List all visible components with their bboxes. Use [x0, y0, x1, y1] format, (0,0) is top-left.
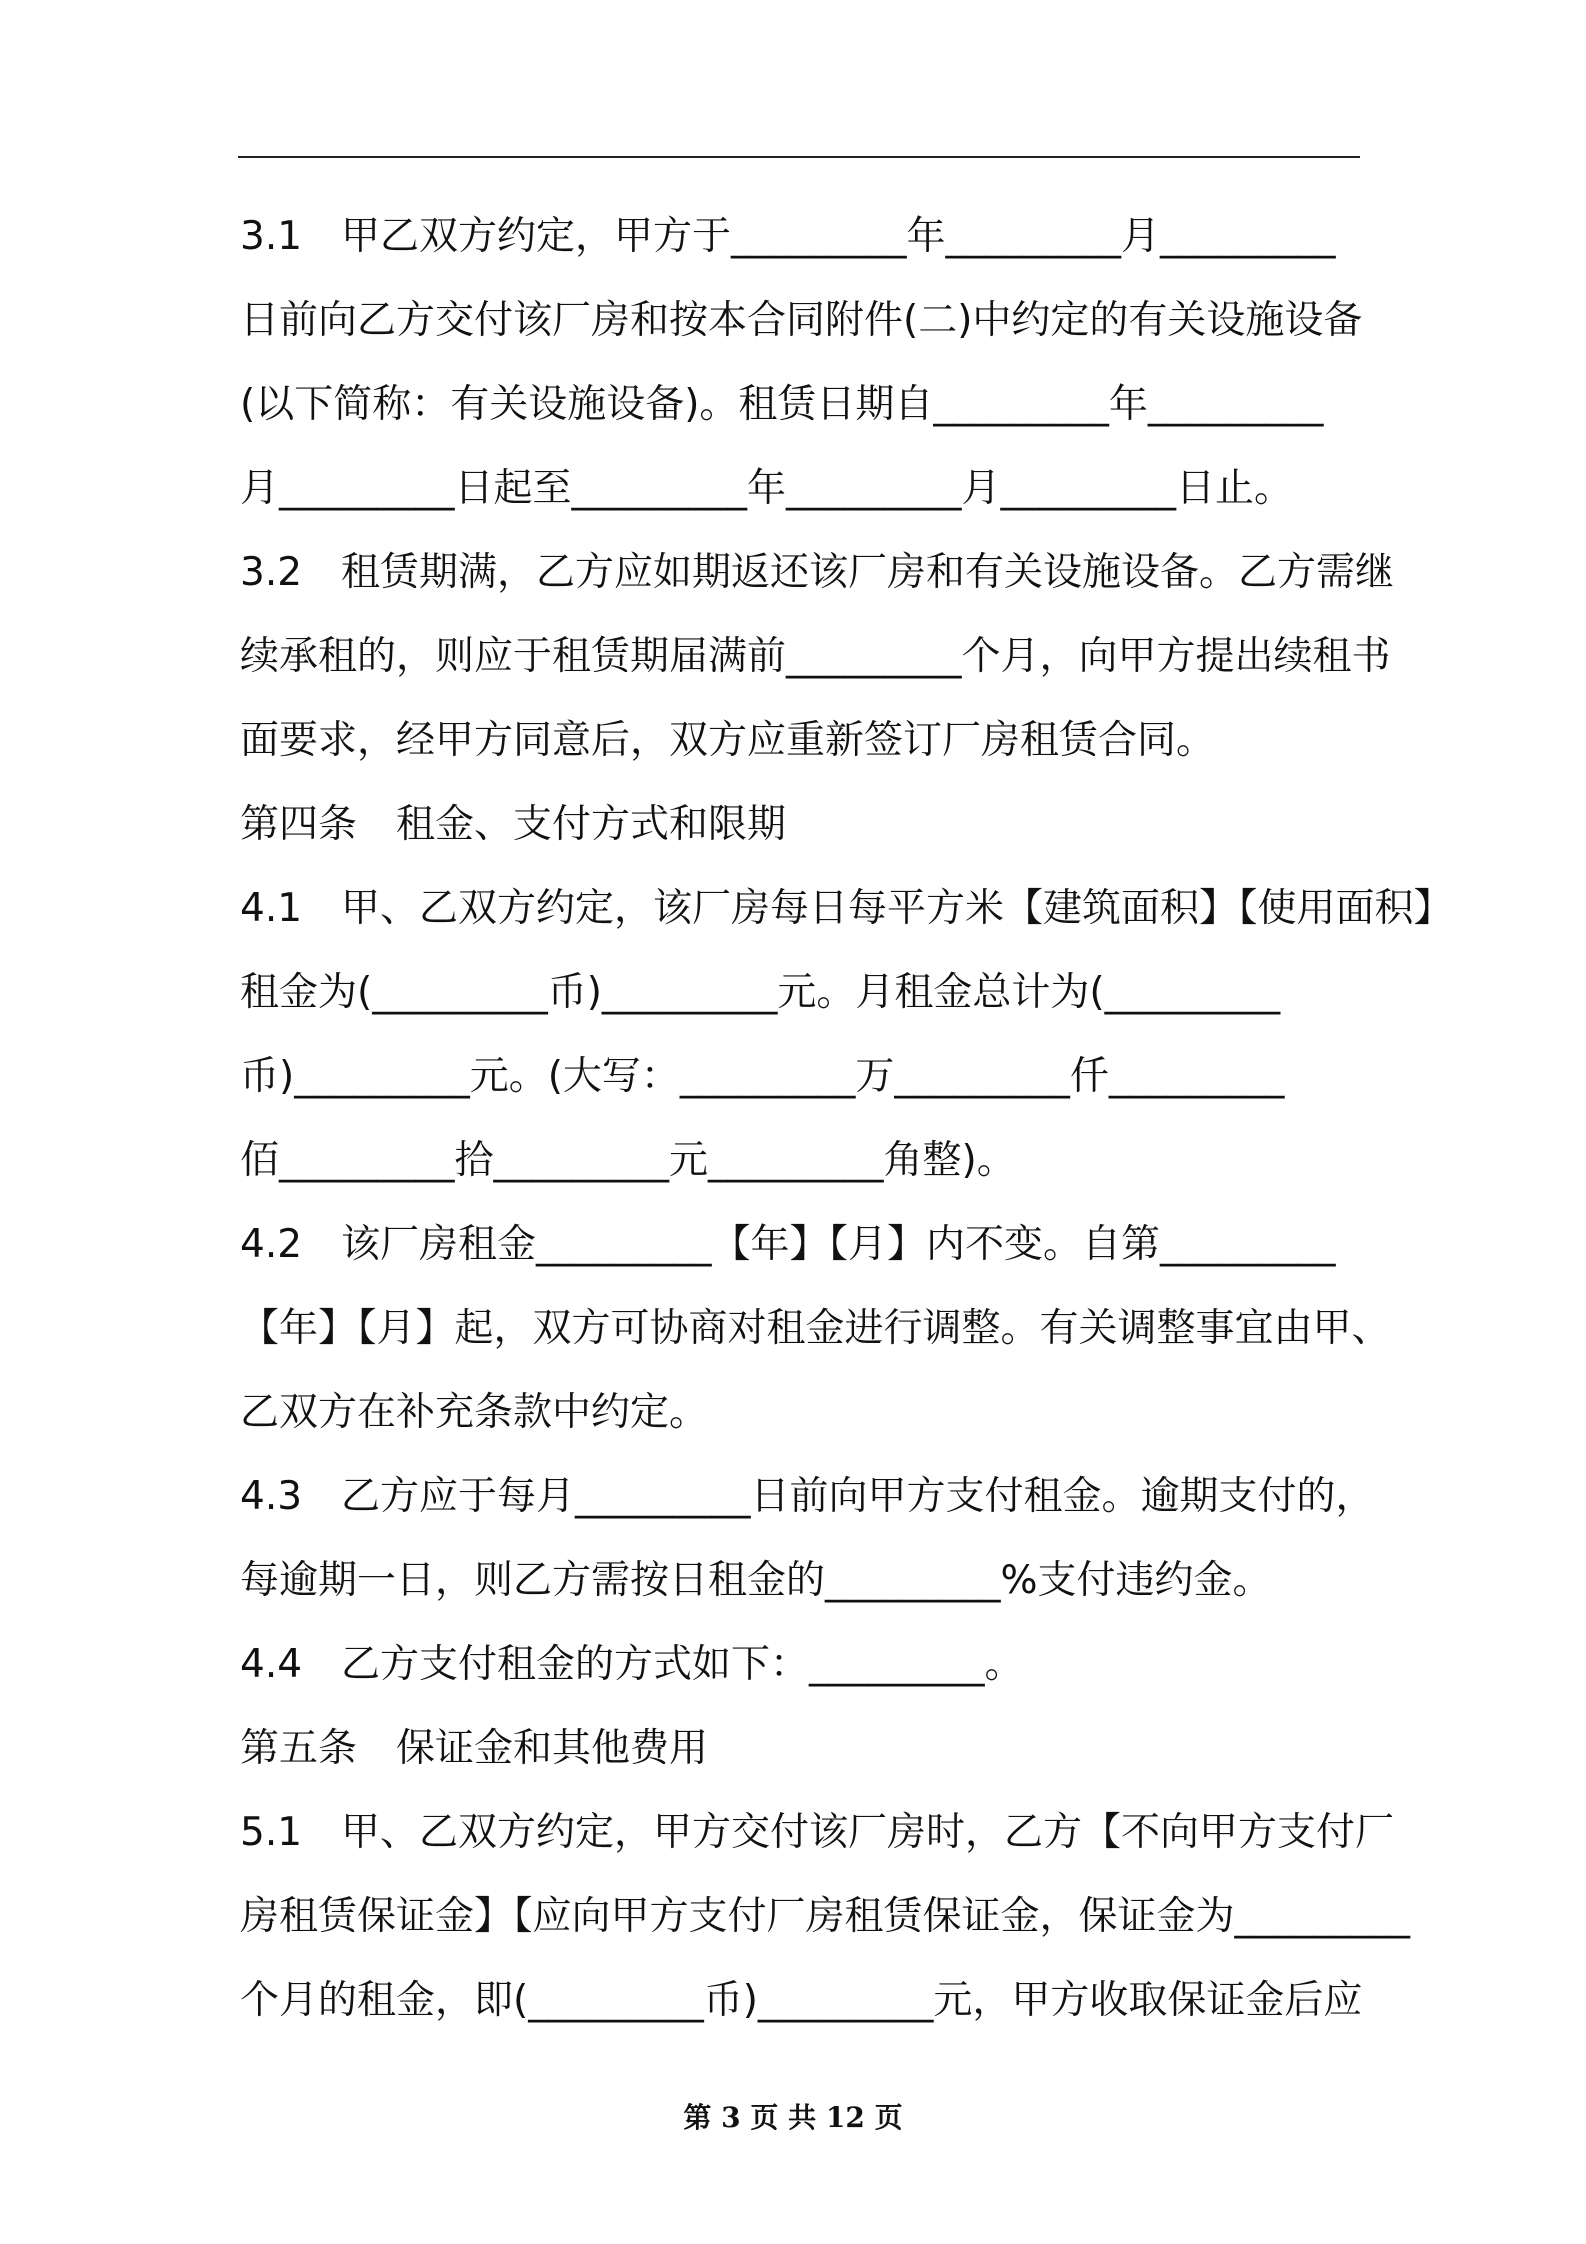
text-line: 3.1 甲乙双方约定，甲方于_________年_________月_________	[240, 214, 1336, 259]
text-line: 面要求，经甲方同意后，双方应重新签订厂房租赁合同。	[240, 718, 1216, 763]
text-line: 房租赁保证金】【应向甲方支付厂房租赁保证金，保证金为_________	[240, 1894, 1411, 1939]
text-line: 每逾期一日，则乙方需按日租金的_________%支付违约金。	[240, 1558, 1272, 1603]
text-line: 4.2 该厂房租金_________【年】【月】内不变。自第_________	[240, 1222, 1336, 1267]
section-heading: 第五条 保证金和其他费用	[240, 1726, 709, 1771]
text-line: 4.1 甲、乙双方约定，该厂房每日每平方米【建筑面积】【使用面积】	[240, 886, 1453, 931]
text-line: 乙双方在补充条款中约定。	[240, 1390, 709, 1435]
text-line: 月_________日起至_________年_________月_________日止。	[240, 466, 1294, 511]
text-line: 【年】【月】起，双方可协商对租金进行调整。有关调整事宜由甲、	[240, 1306, 1391, 1351]
text-line: 4.3 乙方应于每月_________日前向甲方支付租金。逾期支付的，	[240, 1474, 1375, 1519]
text-line: 租金为(_________币)_________元。月租金总计为(_________	[240, 970, 1281, 1015]
text-line: 5.1 甲、乙双方约定，甲方交付该厂房时，乙方【不向甲方支付厂	[240, 1810, 1395, 1855]
page-number-footer: 第 3 页 共 12 页	[683, 2101, 903, 2134]
text-line: (以下简称：有关设施设备)。租赁日期自_________年_________	[240, 382, 1324, 427]
header-rule	[238, 156, 1360, 158]
text-line: 4.4 乙方支付租金的方式如下：_________。	[240, 1642, 1024, 1687]
text-line: 个月的租金，即(_________币)_________元，甲方收取保证金后应	[240, 1978, 1363, 2023]
text-line: 3.2 租赁期满，乙方应如期返还该厂房和有关设施设备。乙方需继	[240, 550, 1395, 595]
text-line: 日前向乙方交付该厂房和按本合同附件(二)中约定的有关设施设备	[240, 298, 1363, 343]
text-line: 续承租的，则应于租赁期届满前_________个月，向甲方提出续租书	[240, 634, 1391, 679]
section-heading: 第四条 租金、支付方式和限期	[240, 802, 787, 847]
contract-body	[240, 195, 1453, 2043]
text-line: 币)_________元。(大写：_________万_________仟_________	[240, 1054, 1285, 1099]
text-line: 佰_________拾_________元_________角整)。	[240, 1138, 1016, 1183]
